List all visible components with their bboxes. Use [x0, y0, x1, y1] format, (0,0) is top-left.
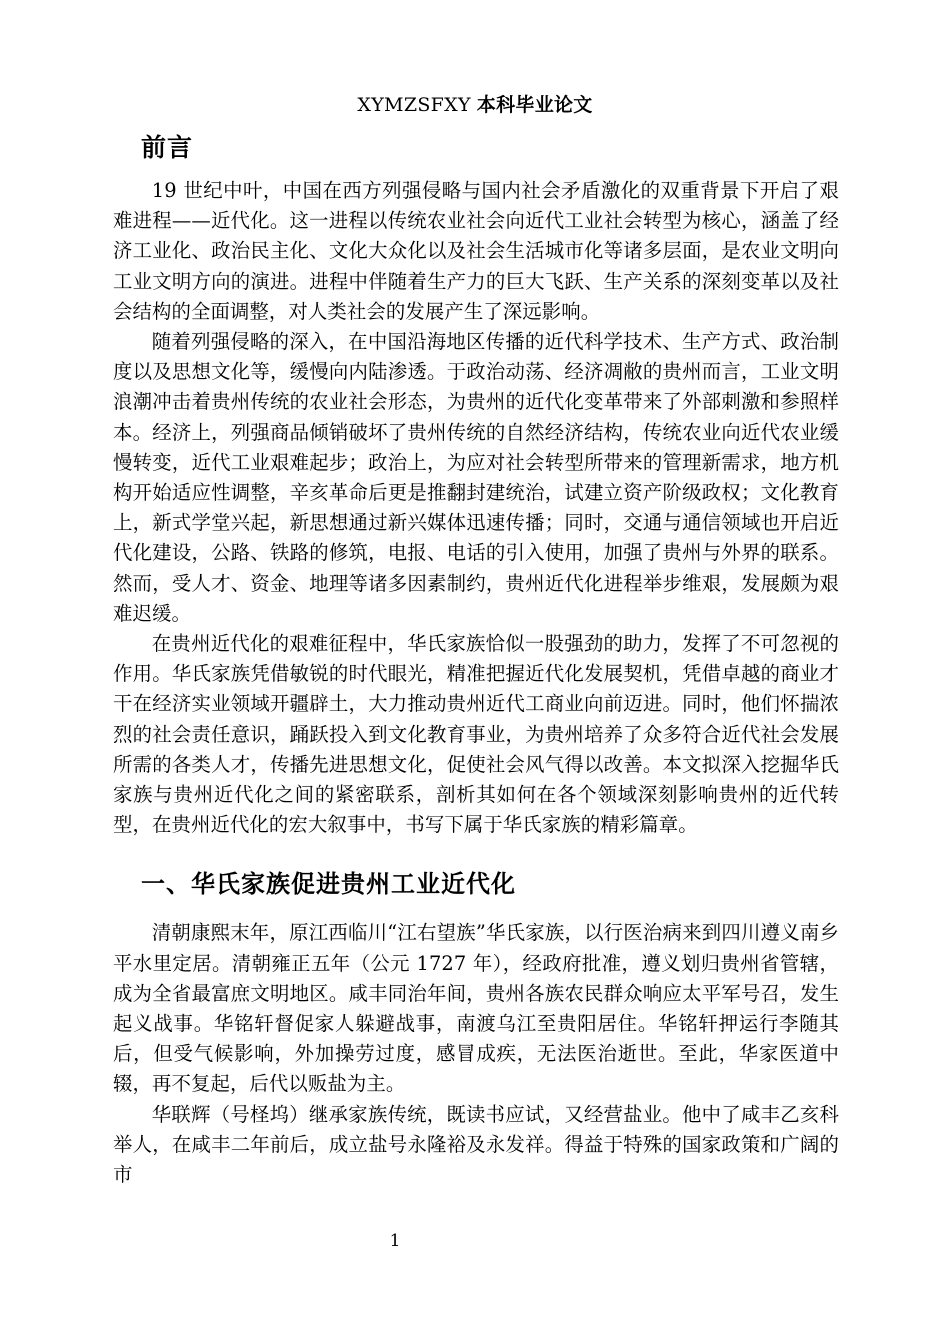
preface-heading: 前言: [141, 133, 194, 162]
section-one-paragraph-2: 华联辉（号柽坞）继承家族传统，既读书应试，又经营盐业。他中了咸丰乙亥科举人，在咸丰二年前后，成立盐号永隆裕及永发祥。得益于特殊的国家政策和广阔的市: [113, 1102, 839, 1187]
preface-paragraph-1: 19 世纪中叶，中国在西方列强侵略与国内社会矛盾激化的双重背景下开启了艰难进程——近代化。这一进程以传统农业社会向近代工业社会转型为核心，涵盖了经济工业化、政治民主化、文化大众化以及社会生活城市化等诸多层面，是农业文明向工业文明方向的演进。进程中伴随着生产力的巨大飞跃、生产关系的深刻变革以及社会结构的全面调整，对人类社会的发展产生了深远影响。: [113, 179, 839, 323]
document-body: [113, 128, 839, 1190]
running-header: [0, 92, 950, 118]
preface-paragraph-3: 在贵州近代化的艰难征程中，华氏家族恰似一股强劲的助力，发挥了不可忽视的作用。华氏家族凭借敏锐的时代眼光，精准把握近代化发展契机，凭借卓越的商业才干在经济实业领域开疆辟土，大力推动贵州近代工商业向前迈进。同时，他们怀揣浓烈的社会责任意识，踊跃投入到文化教育事业，为贵州培养了众多符合近代社会发展所需的各类人才，传播先进思想文化，促使社会风气得以改善。本文拟深入挖掘华氏家族与贵州近代化之间的紧密联系，剖析其如何在各个领域深刻影响贵州的近代转型，在贵州近代化的宏大叙事中，书写下属于华氏家族的精彩篇章。: [113, 632, 839, 837]
running-header-cjk: 本科毕业论文: [476, 94, 593, 116]
running-header-latin: XYMZSFXY: [357, 94, 471, 116]
section-one-heading: 一、华氏家族促进贵州工业近代化: [141, 870, 516, 899]
page-number: 1: [389, 1231, 401, 1251]
section-one-paragraph-1: 清朝康熙末年，原江西临川“江右望族”华氏家族，以行医治病来到四川遵义南乡平水里定居。清朝雍正五年（公元 1727 年），经政府批准，遵义划归贵州省管辖，成为全省最富庶文明地区。咸丰同治年间，贵州各族农民群众响应太平军号召，发生起义战事。华铭轩督促家人躲避战事，南渡乌江至贵阳居住。华铭轩押运行李随其后，但受气候影响，外加操劳过度，感冒成疾，无法医治逝世。至此，华家医道中辍，再不复起，后代以贩盐为主。: [113, 921, 839, 1096]
preface-paragraph-2: 随着列强侵略的深入，在中国沿海地区传播的近代科学技术、生产方式、政治制度以及思想文化等，缓慢向内陆渗透。于政治动荡、经济凋敝的贵州而言，工业文明浪潮冲击着贵州传统的农业社会形态，为贵州的近代化变革带来了外部刺激和参照样本。经济上，列强商品倾销破坏了贵州传统的自然经济结构，传统农业向近代农业缓慢转变，近代工业艰难起步；政治上，为应对社会转型所带来的管理新需求，地方机构开始适应性调整，辛亥革命后更是推翻封建统治，试建立资产阶级政权；文化教育上，新式学堂兴起，新思想通过新兴媒体迅速传播；同时，交通与通信领域也开启近代化建设，公路、铁路的修筑，电报、电话的引入使用，加强了贵州与外界的联系。然而，受人才、资金、地理等诸多因素制约，贵州近代化进程举步维艰，发展颇为艰难迟缓。: [113, 330, 839, 625]
